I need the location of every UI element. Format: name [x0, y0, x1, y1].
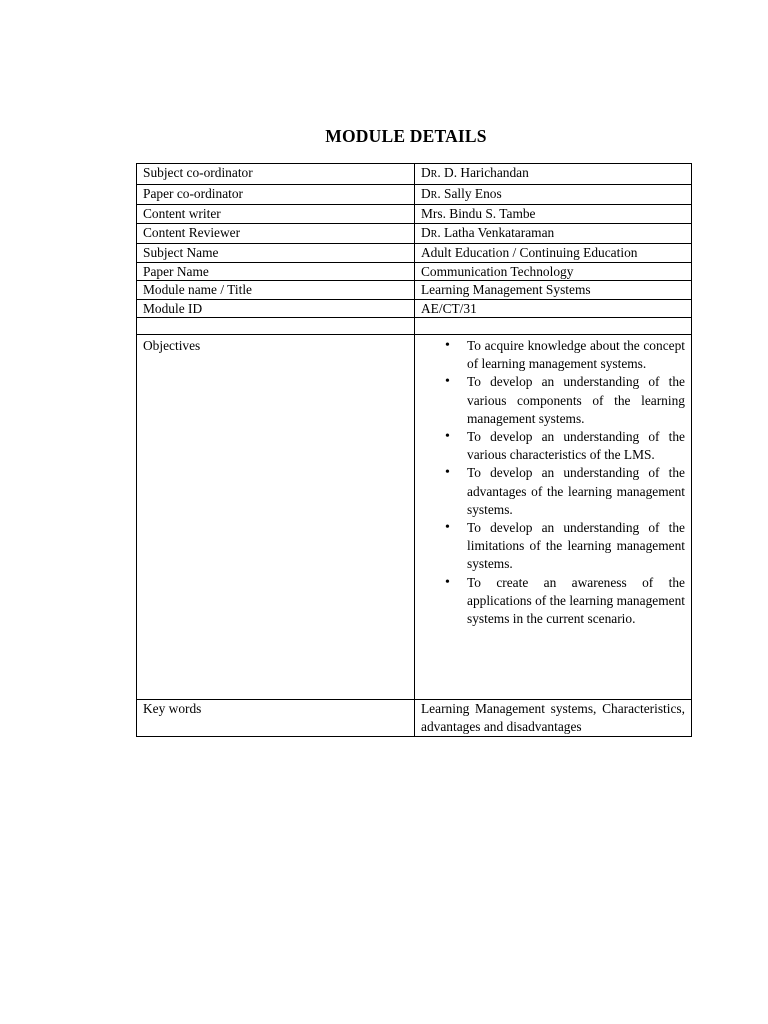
title-prefix-small: R [430, 228, 438, 240]
table-row [137, 184, 692, 205]
list-item: • To develop an understanding of the various characteristics of the LMS. [467, 428, 685, 464]
list-item: • To develop an understanding of the various components of the learning management systems. [467, 373, 685, 428]
blank-cell [415, 318, 692, 335]
title-prefix [421, 225, 437, 240]
row-label-subject-name: Subject Name [137, 244, 415, 263]
row-value-subject-name: Adult Education / Continuing Education [415, 244, 692, 263]
row-label-subject-coordinator: Subject co-ordinator [137, 164, 415, 185]
row-label-content-writer: Content writer [137, 205, 415, 224]
table-row [137, 281, 692, 300]
title-prefix-initial: D [421, 224, 431, 240]
list-item: • To create an awareness of the applications of the learning management systems in the current scenario. [467, 574, 685, 629]
table-row [137, 335, 692, 700]
title-prefix-initial: D [421, 185, 431, 201]
row-label-paper-name: Paper Name [137, 262, 415, 281]
row-value-paper-name: Communication Technology [415, 262, 692, 281]
table-row [137, 223, 692, 244]
row-label-module-name: Module name / Title [137, 281, 415, 300]
page-title: MODULE DETAILS [325, 126, 487, 146]
row-label-module-id: Module ID [137, 299, 415, 318]
title-prefix-small: R [430, 169, 438, 180]
row-value-subject-coordinator [415, 164, 692, 185]
list-item: • To develop an understanding of the advantages of the learning management systems. [467, 464, 685, 519]
person-name: . Latha Venkataraman [437, 224, 555, 240]
table-row [137, 299, 692, 318]
row-label-paper-coordinator: Paper co-ordinator [137, 184, 415, 205]
row-value-content-writer: Mrs. Bindu S. Tambe [415, 205, 692, 224]
row-label-keywords: Key words [137, 700, 415, 737]
row-value-content-reviewer [415, 223, 692, 244]
row-label-content-reviewer: Content Reviewer [137, 223, 415, 244]
blank-cell [137, 318, 415, 335]
title-prefix [421, 186, 437, 201]
table-row [137, 700, 692, 737]
list-item: • To acquire knowledge about the concept of learning management systems. [467, 337, 685, 373]
table-row [137, 164, 692, 185]
row-label-objectives: Objectives [137, 335, 415, 700]
table-row [137, 205, 692, 224]
person-name: . Sally Enos [437, 185, 502, 201]
row-value-keywords: Learning Management systems, Characteristics, advantages and disadvantages [415, 700, 692, 737]
row-value-module-name: Learning Management Systems [415, 281, 692, 300]
table-row [137, 262, 692, 281]
blank-row [137, 318, 692, 335]
title-prefix [421, 165, 437, 180]
row-value-module-id: AE/CT/31 [415, 299, 692, 318]
table-row [137, 244, 692, 263]
title-prefix-initial: D [421, 165, 431, 180]
objectives-list [421, 337, 685, 628]
title-prefix-small: R [430, 189, 438, 201]
module-details-table [136, 163, 692, 737]
list-item: • To develop an understanding of the limitations of the learning management systems. [467, 519, 685, 574]
person-name: . D. Harichandan [437, 165, 529, 180]
objectives-cell [415, 335, 692, 700]
row-value-paper-coordinator [415, 184, 692, 205]
